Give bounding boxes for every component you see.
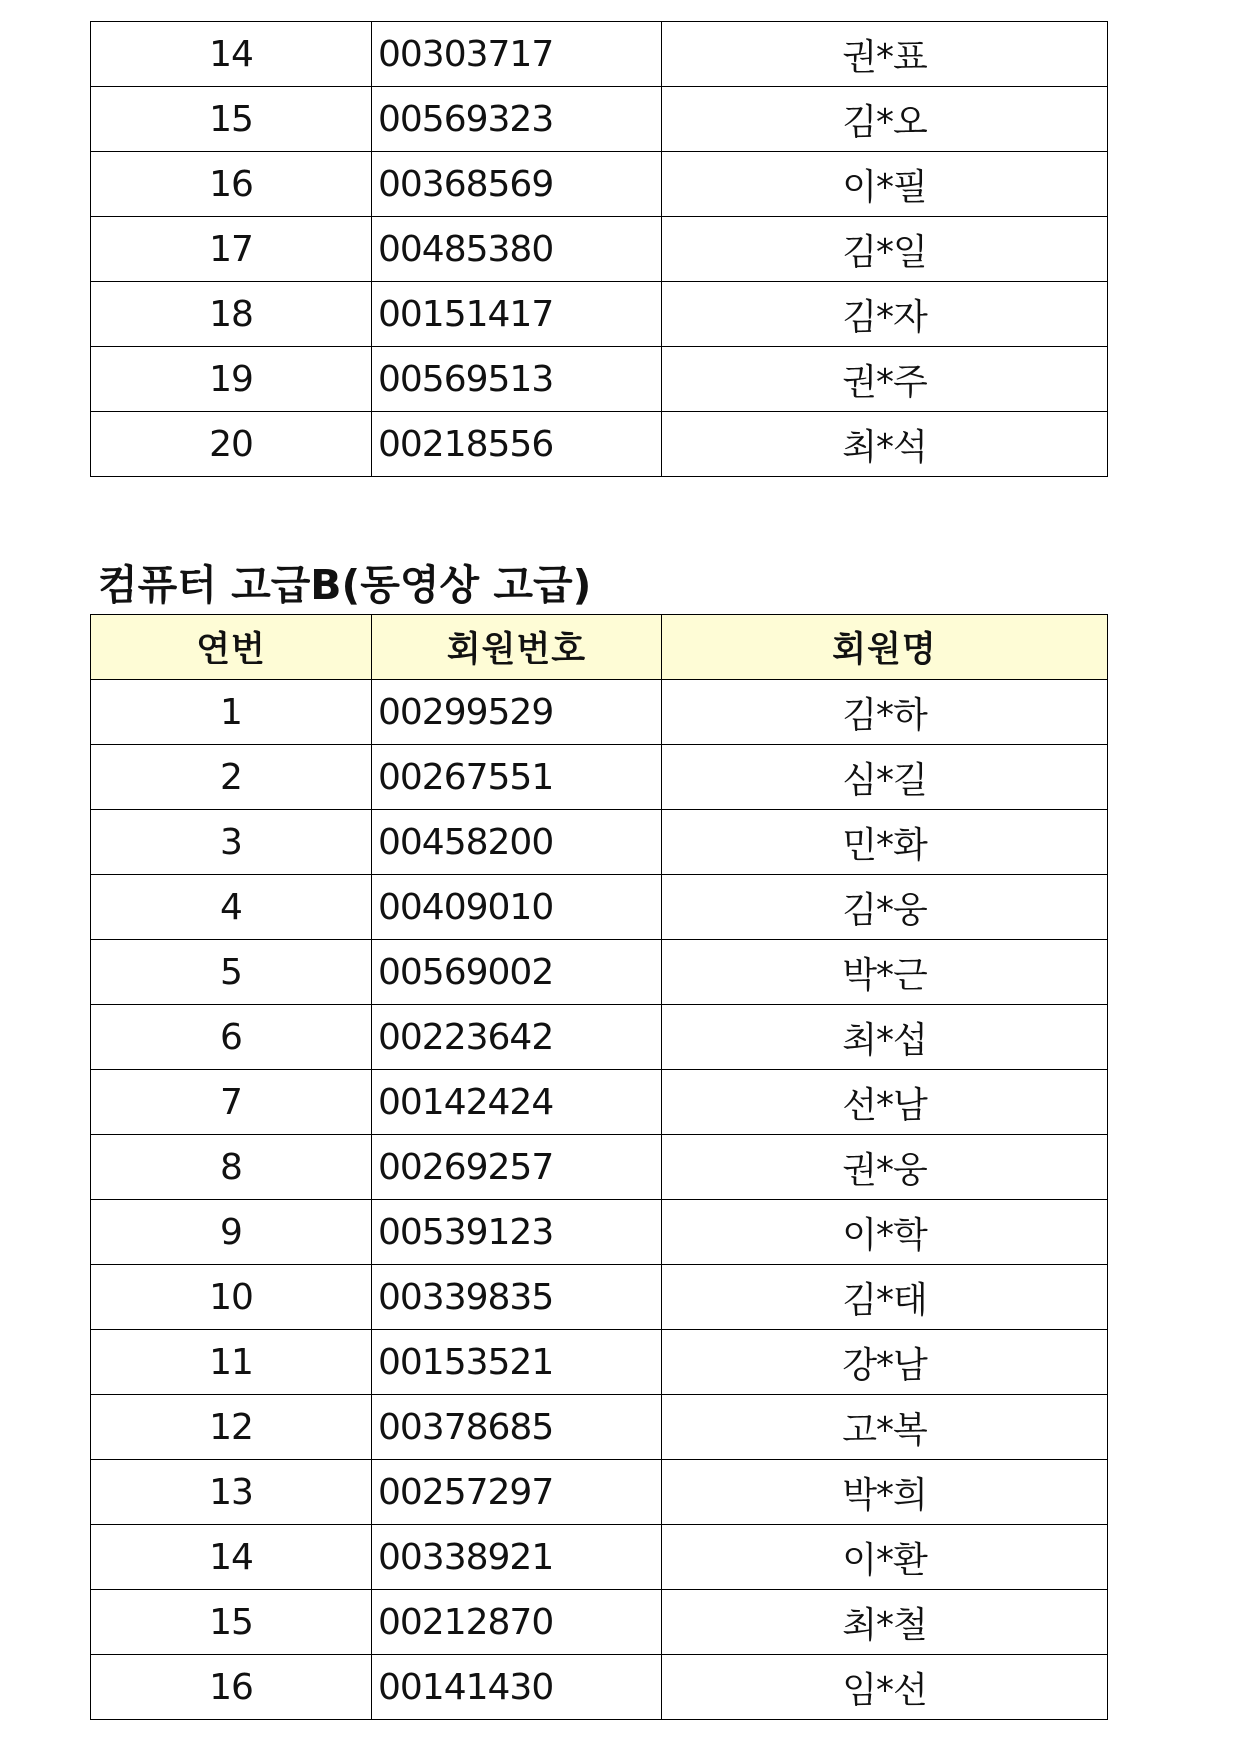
table-header (91, 615, 1108, 680)
member-id: 00153521 (372, 1330, 662, 1395)
course-member-table-body (91, 680, 1108, 1720)
member-name: 민*화 (662, 810, 1108, 875)
member-id: 00539123 (372, 1200, 662, 1265)
row-number: 18 (91, 282, 372, 347)
table-row (91, 282, 1108, 347)
member-name: 김*자 (662, 282, 1108, 347)
member-id: 00142424 (372, 1070, 662, 1135)
member-name: 심*길 (662, 745, 1108, 810)
previous-course-table-body (91, 22, 1108, 477)
member-id: 00303717 (372, 22, 662, 87)
row-number: 1 (91, 680, 372, 745)
member-name: 권*표 (662, 22, 1108, 87)
member-name: 이*환 (662, 1525, 1108, 1590)
member-id: 00257297 (372, 1460, 662, 1525)
member-name: 선*남 (662, 1070, 1108, 1135)
table-row (91, 1200, 1108, 1265)
row-number: 2 (91, 745, 372, 810)
member-name: 김*하 (662, 680, 1108, 745)
member-id: 00212870 (372, 1590, 662, 1655)
member-name: 이*필 (662, 152, 1108, 217)
table-row (91, 1395, 1108, 1460)
table-row (91, 1460, 1108, 1525)
member-id: 00569323 (372, 87, 662, 152)
row-number: 15 (91, 87, 372, 152)
member-id: 00368569 (372, 152, 662, 217)
member-id: 00339835 (372, 1265, 662, 1330)
table-row (91, 1005, 1108, 1070)
member-id: 00485380 (372, 217, 662, 282)
member-name: 김*일 (662, 217, 1108, 282)
table-row (91, 745, 1108, 810)
table-row (91, 680, 1108, 745)
row-number: 14 (91, 22, 372, 87)
row-number: 12 (91, 1395, 372, 1460)
member-id: 00409010 (372, 875, 662, 940)
table-row (91, 347, 1108, 412)
row-number: 9 (91, 1200, 372, 1265)
member-name: 최*석 (662, 412, 1108, 477)
member-name: 강*남 (662, 1330, 1108, 1395)
table-row (91, 1525, 1108, 1590)
header-row (91, 615, 1108, 680)
table-row (91, 217, 1108, 282)
member-name: 고*복 (662, 1395, 1108, 1460)
row-number: 8 (91, 1135, 372, 1200)
table-row (91, 875, 1108, 940)
row-number: 6 (91, 1005, 372, 1070)
previous-course-table (90, 21, 1108, 477)
member-id: 00338921 (372, 1525, 662, 1590)
member-name: 박*희 (662, 1460, 1108, 1525)
member-name: 김*웅 (662, 875, 1108, 940)
row-number: 20 (91, 412, 372, 477)
row-number: 3 (91, 810, 372, 875)
course-member-table (90, 614, 1108, 1720)
member-id: 00269257 (372, 1135, 662, 1200)
row-number: 16 (91, 152, 372, 217)
row-number: 10 (91, 1265, 372, 1330)
member-name: 최*섭 (662, 1005, 1108, 1070)
row-number: 17 (91, 217, 372, 282)
header-member-name: 회원명 (662, 615, 1108, 680)
row-number: 13 (91, 1460, 372, 1525)
table-row (91, 1265, 1108, 1330)
member-name: 김*오 (662, 87, 1108, 152)
member-id: 00378685 (372, 1395, 662, 1460)
table-row (91, 1135, 1108, 1200)
row-number: 7 (91, 1070, 372, 1135)
member-name: 권*주 (662, 347, 1108, 412)
row-number: 14 (91, 1525, 372, 1590)
row-number: 16 (91, 1655, 372, 1720)
row-number: 5 (91, 940, 372, 1005)
table-row (91, 940, 1108, 1005)
header-member-id: 회원번호 (372, 615, 662, 680)
member-id: 00151417 (372, 282, 662, 347)
row-number: 11 (91, 1330, 372, 1395)
row-number: 19 (91, 347, 372, 412)
member-id: 00267551 (372, 745, 662, 810)
header-row-number: 연번 (91, 615, 372, 680)
member-id: 00569513 (372, 347, 662, 412)
member-name: 박*근 (662, 940, 1108, 1005)
table-row (91, 1070, 1108, 1135)
table-row (91, 87, 1108, 152)
member-id: 00141430 (372, 1655, 662, 1720)
member-id: 00223642 (372, 1005, 662, 1070)
table-row (91, 412, 1108, 477)
member-id: 00218556 (372, 412, 662, 477)
row-number: 15 (91, 1590, 372, 1655)
member-id: 00299529 (372, 680, 662, 745)
table-row (91, 1590, 1108, 1655)
member-id: 00458200 (372, 810, 662, 875)
member-name: 이*학 (662, 1200, 1108, 1265)
table-row (91, 152, 1108, 217)
member-name: 권*웅 (662, 1135, 1108, 1200)
row-number: 4 (91, 875, 372, 940)
member-name: 김*태 (662, 1265, 1108, 1330)
table-row (91, 22, 1108, 87)
table-row (91, 1330, 1108, 1395)
member-name: 임*선 (662, 1655, 1108, 1720)
member-id: 00569002 (372, 940, 662, 1005)
section-title: 컴퓨터 고급B(동영상 고급) (98, 561, 592, 609)
member-name: 최*철 (662, 1590, 1108, 1655)
table-row (91, 810, 1108, 875)
table-row (91, 1655, 1108, 1720)
